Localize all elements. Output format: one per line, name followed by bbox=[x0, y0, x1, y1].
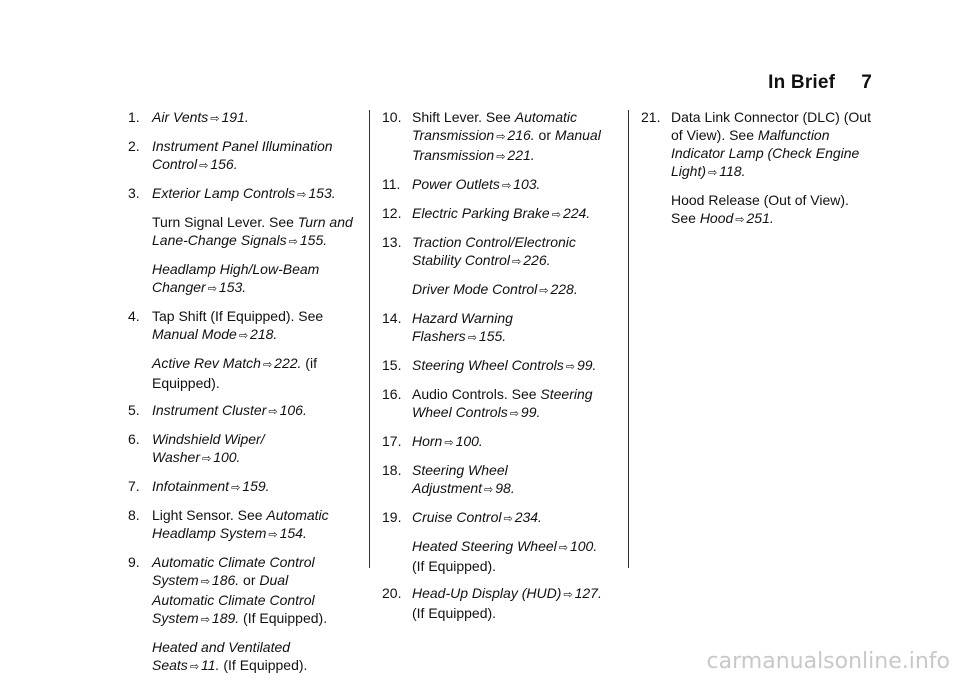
topic-link[interactable]: Cruise Control bbox=[412, 509, 502, 525]
page-reference[interactable]: 251. bbox=[746, 210, 774, 226]
page-reference[interactable]: 216. bbox=[507, 127, 535, 143]
topic-link[interactable]: Infotainment bbox=[152, 478, 230, 494]
page-ref-arrow-icon: ⇨ bbox=[262, 359, 273, 371]
page-ref-arrow-icon: ⇨ bbox=[558, 542, 568, 554]
entry-text bbox=[412, 385, 607, 423]
entry-text bbox=[152, 477, 353, 497]
entry-label: (If Equipped). bbox=[239, 610, 328, 626]
entry-label: Turn Signal Lever. See bbox=[152, 214, 298, 230]
page-reference[interactable]: 153. bbox=[308, 185, 336, 201]
topic-link[interactable]: Manual Transmission bbox=[412, 127, 601, 163]
entry-number: 8. bbox=[128, 507, 140, 523]
index-subentry bbox=[671, 191, 876, 229]
page-ref-arrow-icon: ⇨ bbox=[288, 236, 298, 248]
page-reference[interactable]: 155. bbox=[478, 328, 507, 344]
entry-number: 16. bbox=[382, 386, 402, 402]
index-entry bbox=[128, 477, 353, 497]
topic-link[interactable]: Dual Automatic Climate Control System bbox=[152, 572, 315, 626]
index-entry bbox=[128, 553, 353, 629]
page-reference[interactable]: 226. bbox=[523, 252, 551, 268]
page-ref-arrow-icon: ⇨ bbox=[189, 661, 200, 673]
entry-text bbox=[412, 461, 607, 499]
section-title: In Brief bbox=[768, 72, 836, 93]
entry-label: Hood Release (Out of View). See bbox=[671, 192, 849, 226]
entry-label: or bbox=[534, 127, 555, 143]
index-entry bbox=[382, 108, 607, 166]
index-entry bbox=[382, 175, 607, 195]
entry-text bbox=[412, 175, 607, 195]
page-reference[interactable]: 153. bbox=[218, 279, 247, 295]
entry-text bbox=[671, 108, 876, 182]
entry-number: 12. bbox=[382, 205, 402, 221]
page-ref-arrow-icon: ⇨ bbox=[207, 283, 217, 295]
entry-number: 2. bbox=[128, 138, 140, 154]
entry-number: 21. bbox=[641, 109, 661, 125]
page-reference[interactable]: 99. bbox=[576, 357, 597, 373]
topic-link[interactable]: Air Vents bbox=[152, 109, 209, 125]
entry-label: (If Equipped). bbox=[219, 657, 308, 673]
column-divider-2 bbox=[628, 110, 629, 568]
page-ref-arrow-icon: ⇨ bbox=[496, 131, 506, 143]
entry-label: Tap Shift (If Equipped). See bbox=[152, 308, 324, 324]
page-ref-arrow-icon: ⇨ bbox=[199, 160, 209, 172]
topic-link[interactable]: Automatic Transmission bbox=[412, 109, 577, 143]
index-entry bbox=[128, 307, 353, 345]
index-entry bbox=[382, 385, 607, 423]
entry-text bbox=[152, 506, 353, 544]
entry-text bbox=[152, 307, 353, 345]
entry-number: 18. bbox=[382, 462, 402, 478]
page-ref-arrow-icon: ⇨ bbox=[200, 576, 210, 588]
entry-label: Data Link Connector (DLC) (Out of View). See bbox=[671, 109, 871, 143]
entry-text bbox=[412, 432, 607, 452]
index-subentry bbox=[412, 537, 607, 575]
index-entry bbox=[128, 401, 353, 421]
page-reference[interactable]: 100. bbox=[213, 449, 241, 465]
entry-number: 6. bbox=[128, 431, 140, 447]
index-entry bbox=[128, 430, 353, 468]
index-subentry bbox=[152, 213, 353, 251]
topic-link[interactable]: Power Outlets bbox=[412, 176, 500, 192]
page-ref-arrow-icon: ⇨ bbox=[501, 180, 512, 192]
page-ref-arrow-icon: ⇨ bbox=[484, 484, 494, 496]
column-3 bbox=[641, 108, 876, 238]
page-reference[interactable]: 191. bbox=[221, 109, 249, 125]
index-entry bbox=[382, 356, 607, 376]
entry-number: 15. bbox=[382, 357, 402, 373]
topic-link[interactable]: Hood bbox=[699, 210, 734, 226]
page-ref-arrow-icon: ⇨ bbox=[467, 332, 477, 344]
page-reference[interactable]: 127. bbox=[574, 585, 602, 601]
page-reference[interactable]: 103. bbox=[513, 176, 541, 192]
entry-label: or bbox=[239, 572, 260, 588]
page-reference[interactable]: 100. bbox=[455, 433, 483, 449]
page-ref-arrow-icon: ⇨ bbox=[496, 151, 506, 163]
page-ref-arrow-icon: ⇨ bbox=[563, 589, 573, 601]
page-ref-arrow-icon: ⇨ bbox=[444, 437, 454, 449]
topic-link[interactable]: Heated Steering Wheel bbox=[412, 538, 557, 554]
page-ref-arrow-icon: ⇨ bbox=[735, 214, 745, 226]
index-entry bbox=[128, 184, 353, 204]
index-subentry bbox=[152, 354, 353, 392]
entry-label: (if Equipped). bbox=[152, 355, 317, 391]
page-reference[interactable]: 224. bbox=[562, 205, 591, 221]
index-subentry bbox=[152, 638, 353, 676]
topic-link[interactable]: Instrument Panel Illumination Control bbox=[152, 138, 333, 172]
entry-text bbox=[412, 233, 607, 271]
page-reference[interactable]: 154. bbox=[279, 525, 307, 541]
entry-text bbox=[412, 309, 607, 347]
page-number: 7 bbox=[861, 72, 872, 93]
index-entry bbox=[382, 309, 607, 347]
topic-link[interactable]: Steering Wheel Controls bbox=[412, 357, 564, 373]
index-entry bbox=[128, 137, 353, 175]
entry-text bbox=[412, 508, 607, 528]
page-header bbox=[768, 72, 872, 94]
page-ref-arrow-icon: ⇨ bbox=[231, 482, 241, 494]
entry-number: 5. bbox=[128, 402, 140, 418]
page-reference[interactable]: 159. bbox=[242, 478, 270, 494]
column-divider-1 bbox=[369, 110, 370, 568]
page-reference[interactable]: 155. bbox=[299, 232, 328, 248]
page-reference[interactable]: 11. bbox=[201, 657, 220, 673]
page-ref-arrow-icon: ⇨ bbox=[565, 361, 575, 373]
entry-text bbox=[152, 108, 353, 128]
index-entry bbox=[382, 204, 607, 224]
entry-number: 7. bbox=[128, 478, 140, 494]
topic-link[interactable]: Electric Parking Brake bbox=[412, 205, 550, 221]
topic-link[interactable]: Automatic Headlamp System bbox=[152, 507, 329, 541]
entry-number: 9. bbox=[128, 554, 140, 570]
page-reference[interactable]: 186. bbox=[211, 572, 240, 588]
entry-number: 20. bbox=[382, 585, 402, 601]
index-entry bbox=[128, 506, 353, 544]
index-entry bbox=[382, 584, 607, 622]
index-entry bbox=[382, 461, 607, 499]
page-ref-arrow-icon: ⇨ bbox=[201, 453, 212, 465]
index-entry bbox=[382, 233, 607, 271]
page-ref-arrow-icon: ⇨ bbox=[708, 167, 718, 179]
column-1 bbox=[128, 108, 353, 685]
page-reference[interactable]: 189. bbox=[211, 610, 240, 626]
entry-text bbox=[412, 108, 607, 166]
topic-link[interactable]: Hazard Warning Flashers bbox=[412, 310, 513, 344]
watermark: carmanualsonline.info bbox=[706, 649, 950, 674]
entry-text bbox=[152, 137, 353, 175]
entry-label: (If Equipped). bbox=[412, 558, 497, 574]
page-ref-arrow-icon: ⇨ bbox=[268, 406, 278, 418]
topic-link[interactable]: Active Rev Match bbox=[152, 355, 261, 371]
page-ref-arrow-icon: ⇨ bbox=[200, 614, 210, 626]
topic-link[interactable]: Automatic Climate Control System bbox=[152, 554, 315, 588]
entry-text bbox=[152, 401, 353, 421]
topic-link[interactable]: Driver Mode Control bbox=[412, 281, 538, 297]
page-reference[interactable]: 218. bbox=[250, 326, 278, 342]
topic-link[interactable]: Steering Wheel Controls bbox=[412, 386, 593, 420]
page-ref-arrow-icon: ⇨ bbox=[238, 330, 249, 342]
entry-text bbox=[152, 553, 353, 629]
entry-number: 10. bbox=[382, 109, 402, 125]
entry-number: 4. bbox=[128, 308, 140, 324]
page-reference[interactable]: 100. bbox=[569, 538, 598, 554]
page-ref-arrow-icon: ⇨ bbox=[509, 408, 519, 420]
entry-text bbox=[412, 204, 607, 224]
topic-link[interactable]: Exterior Lamp Controls bbox=[152, 185, 296, 201]
page-ref-arrow-icon: ⇨ bbox=[503, 513, 513, 525]
entry-number: 11. bbox=[382, 176, 401, 192]
index-subentry bbox=[152, 260, 353, 298]
topic-link[interactable]: Head-Up Display (HUD) bbox=[412, 585, 562, 601]
entry-text bbox=[412, 584, 607, 622]
page-reference[interactable]: 221. bbox=[507, 147, 535, 163]
topic-link[interactable]: Instrument Cluster bbox=[152, 402, 267, 418]
topic-link[interactable]: Steering Wheel Adjustment bbox=[412, 462, 508, 496]
page-reference[interactable]: 228. bbox=[550, 281, 578, 297]
page-ref-arrow-icon: ⇨ bbox=[268, 529, 278, 541]
entry-text bbox=[152, 430, 353, 468]
topic-link[interactable]: Traction Control/Electronic Stability Control bbox=[412, 234, 576, 268]
entry-text bbox=[412, 356, 607, 376]
page-ref-arrow-icon: ⇨ bbox=[551, 209, 561, 221]
page-reference[interactable]: 234. bbox=[514, 509, 542, 525]
topic-link[interactable]: Manual Mode bbox=[152, 326, 237, 342]
index-entry bbox=[128, 108, 353, 128]
topic-link[interactable]: Headlamp High/Low-Beam Changer bbox=[152, 261, 320, 295]
entry-label: Shift Lever. See bbox=[412, 109, 515, 125]
index-entry bbox=[382, 432, 607, 452]
index-entry bbox=[641, 108, 876, 182]
column-2 bbox=[382, 108, 607, 631]
entry-label: (If Equipped). bbox=[412, 605, 497, 621]
entry-number: 19. bbox=[382, 509, 402, 525]
page-reference[interactable]: 222. bbox=[274, 355, 302, 371]
page-ref-arrow-icon: ⇨ bbox=[539, 285, 549, 297]
entry-label: Light Sensor. See bbox=[152, 507, 267, 523]
topic-link[interactable]: Turn and Lane-Change Signals bbox=[152, 214, 353, 248]
topic-link[interactable]: Horn bbox=[412, 433, 443, 449]
entry-number: 1. bbox=[128, 109, 140, 125]
entry-label: Audio Controls. See bbox=[412, 386, 541, 402]
page-reference[interactable]: 106. bbox=[279, 402, 307, 418]
topic-link[interactable]: Heated and Ventilated Seats bbox=[152, 639, 291, 673]
entry-number: 13. bbox=[382, 234, 402, 250]
page-ref-arrow-icon: ⇨ bbox=[297, 189, 307, 201]
entry-text bbox=[152, 184, 353, 204]
page-reference[interactable]: 98. bbox=[495, 480, 515, 496]
page-ref-arrow-icon: ⇨ bbox=[512, 256, 522, 268]
page-reference[interactable]: 99. bbox=[520, 404, 541, 420]
index-subentry bbox=[412, 280, 607, 300]
page-ref-arrow-icon: ⇨ bbox=[210, 113, 220, 125]
entry-number: 3. bbox=[128, 185, 140, 201]
index-entry bbox=[382, 508, 607, 528]
page-reference[interactable]: 118. bbox=[719, 163, 746, 179]
entry-number: 14. bbox=[382, 310, 402, 326]
topic-link[interactable]: Windshield Wiper/ Washer bbox=[152, 431, 265, 465]
page-reference[interactable]: 156. bbox=[210, 156, 238, 172]
topic-link[interactable]: Malfunction Indicator Lamp (Check Engine Light) bbox=[671, 127, 860, 179]
entry-number: 17. bbox=[382, 433, 402, 449]
